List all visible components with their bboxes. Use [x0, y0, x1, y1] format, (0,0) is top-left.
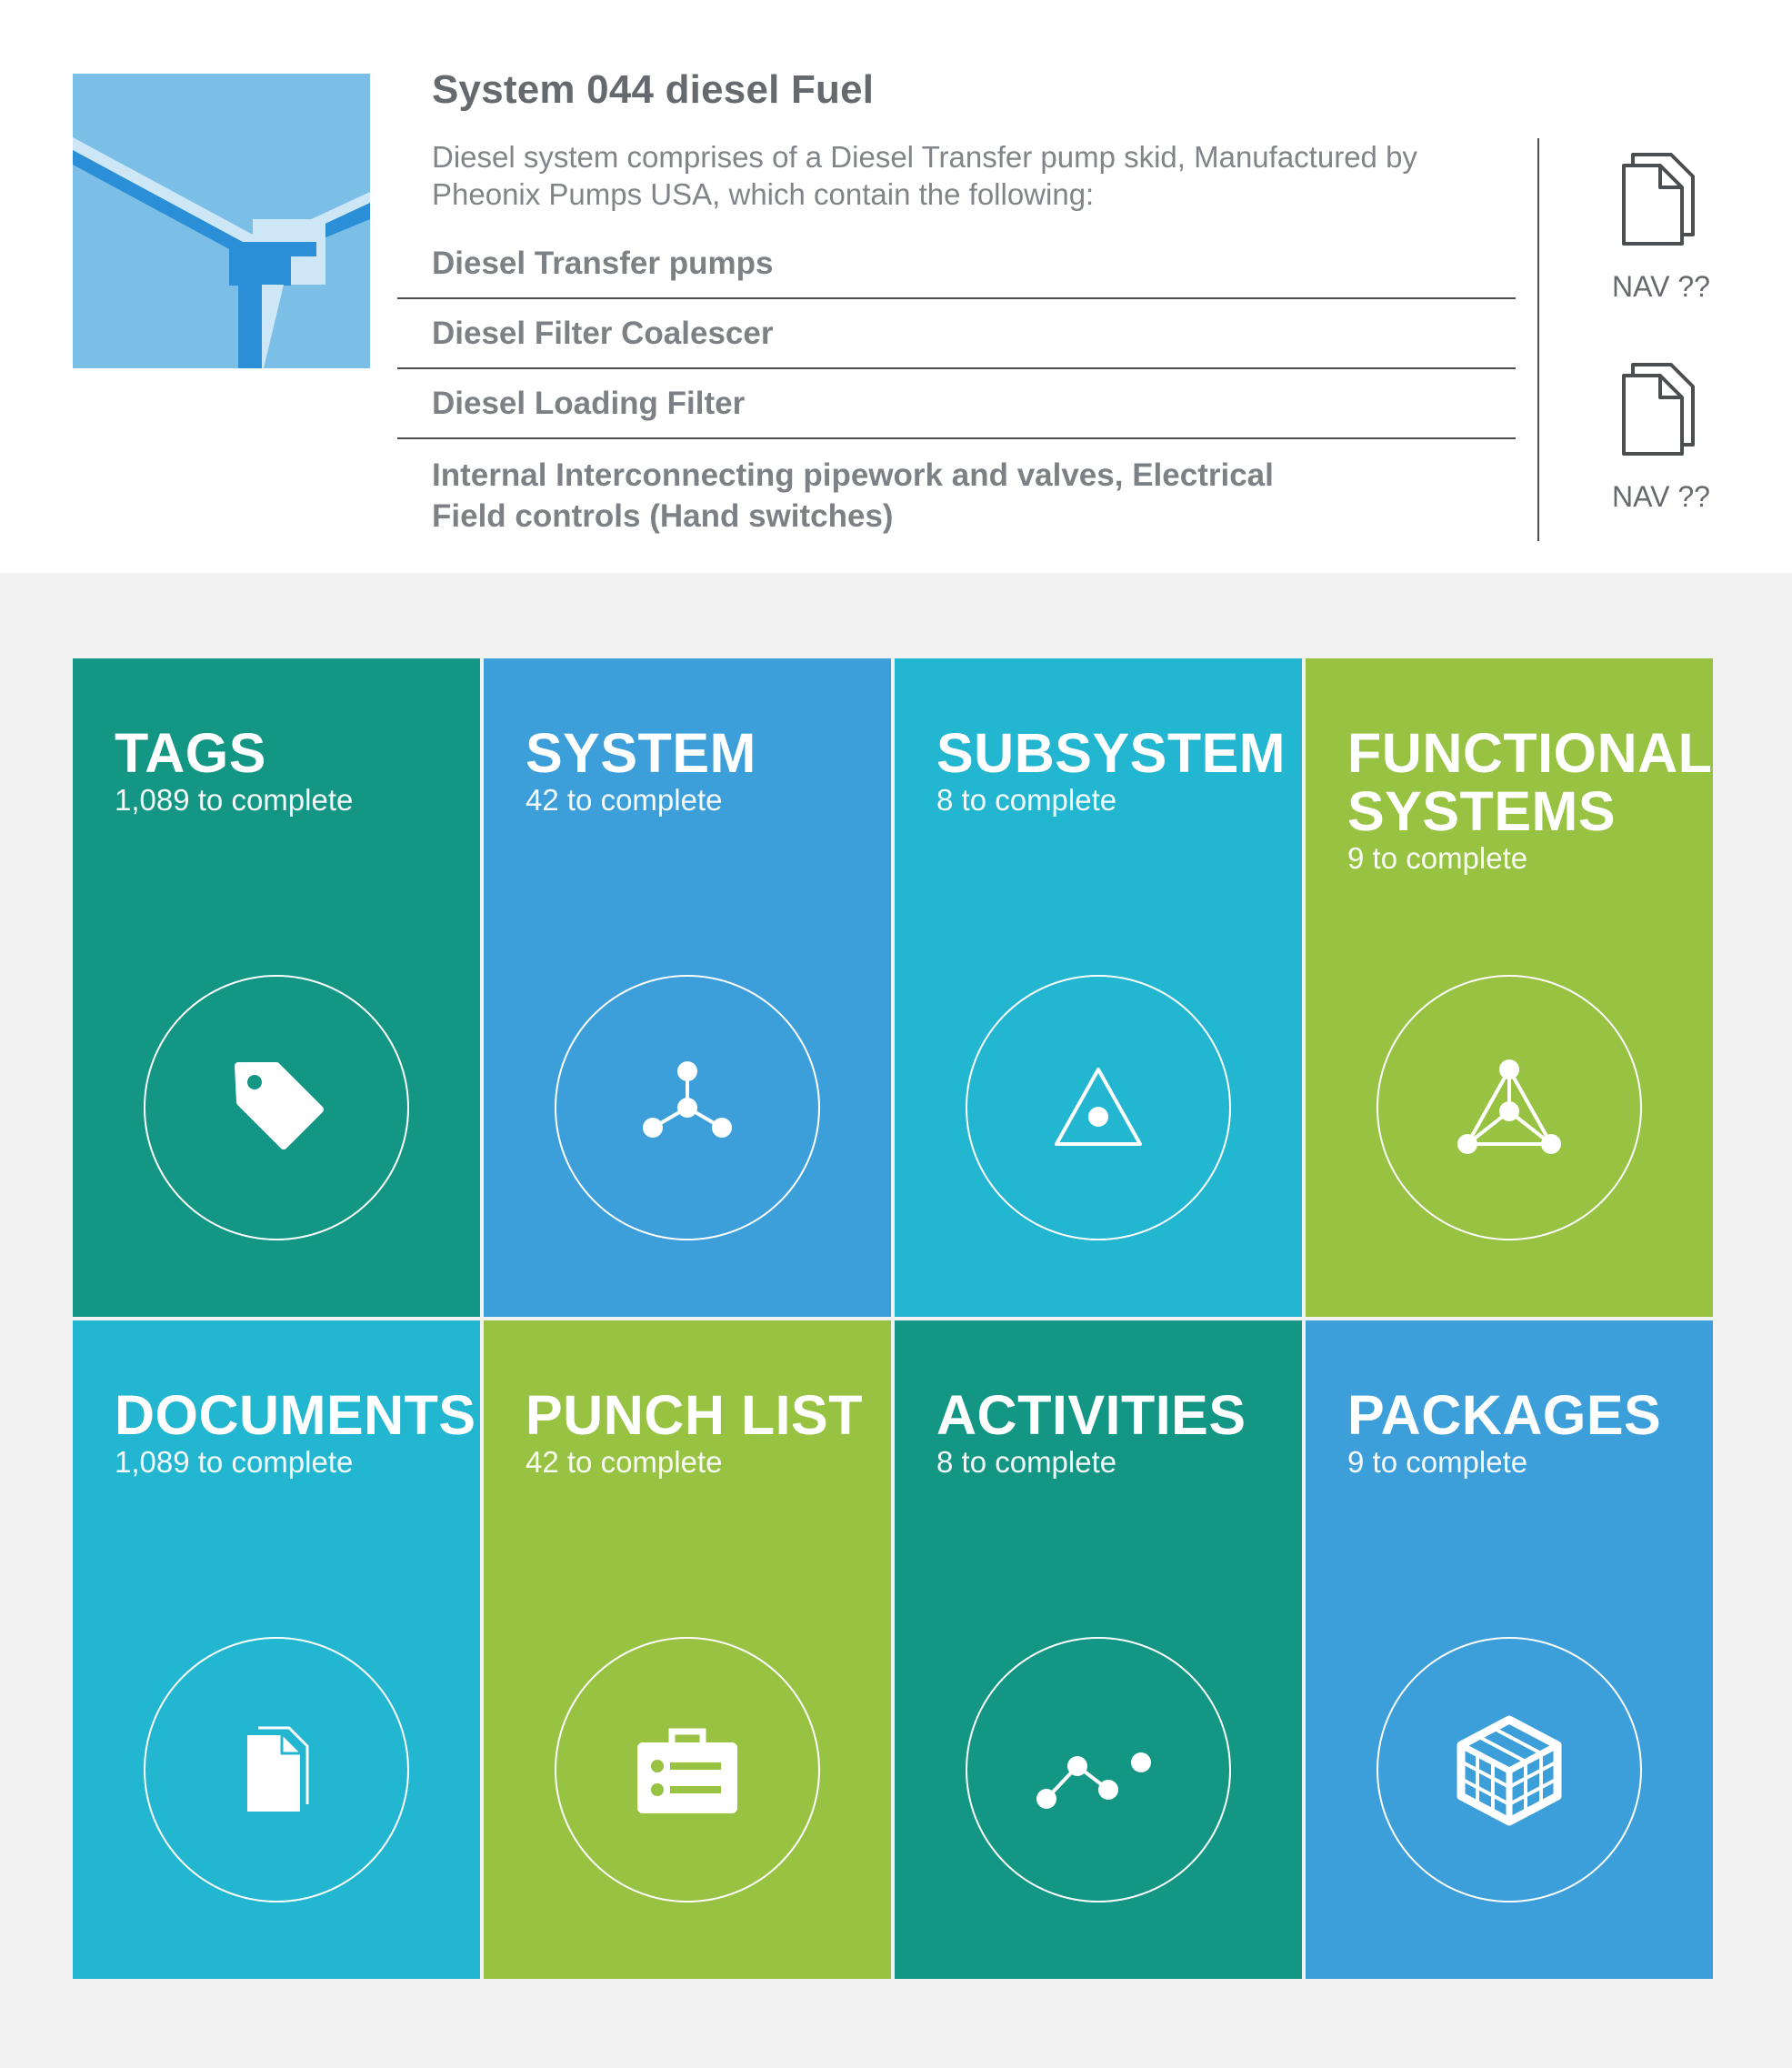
tile-icon-circle [1377, 1637, 1642, 1902]
tile-functional-systems[interactable] [1306, 658, 1713, 1317]
tile-icon-circle [966, 975, 1231, 1240]
divider [1537, 138, 1539, 541]
tile-count: 42 to complete [526, 783, 723, 817]
tile-icon-circle [966, 1637, 1231, 1902]
nav-link-2[interactable] [1588, 357, 1734, 514]
tile-icon-circle [1377, 975, 1642, 1240]
tile-icon-circle [555, 975, 820, 1240]
tile-title: SYSTEM [526, 722, 756, 784]
activity-graph-icon [1030, 1715, 1166, 1824]
tile-title: FUNCTIONAL SYSTEMS [1347, 722, 1713, 842]
tile-count: 42 to complete [526, 1445, 723, 1479]
tile-title: TAGS [115, 722, 266, 784]
tile-count: 9 to complete [1347, 1445, 1528, 1479]
tile-title: DOCUMENTS [115, 1384, 476, 1446]
tile-count: 8 to complete [936, 1445, 1117, 1479]
tile-subsystem[interactable] [895, 658, 1302, 1317]
list-item: Diesel Transfer pumps [397, 229, 1516, 299]
system-thumbnail [73, 74, 370, 368]
tile-title: PACKAGES [1347, 1384, 1662, 1446]
system-header [0, 0, 1792, 573]
list-item: Internal Interconnecting pipework and valves, Electrical Field controls (Hand switches) [432, 457, 1274, 534]
document-icon [1620, 357, 1702, 457]
module-tile-grid [73, 658, 1717, 1979]
tile-packages[interactable] [1306, 1320, 1713, 1979]
document-icon [1620, 147, 1702, 247]
tile-count: 1,089 to complete [115, 783, 354, 817]
tile-count: 1,089 to complete [115, 1445, 354, 1479]
network-icon [1455, 1053, 1564, 1162]
tile-title: ACTIVITIES [936, 1384, 1246, 1446]
tile-tags[interactable] [73, 658, 480, 1317]
tile-title: SUBSYSTEM [936, 722, 1286, 784]
tile-documents[interactable] [73, 1320, 480, 1979]
tile-count: 9 to complete [1347, 841, 1528, 875]
tile-activities[interactable] [895, 1320, 1302, 1979]
component-list [397, 229, 1516, 537]
tile-count: 8 to complete [936, 783, 1117, 817]
page-title: System 044 diesel Fuel [432, 67, 875, 112]
system-node-icon [633, 1053, 742, 1162]
package-cube-icon [1450, 1711, 1568, 1829]
tile-title: PUNCH LIST [526, 1384, 863, 1446]
system-illustration-icon [73, 74, 370, 368]
tile-icon-circle [144, 1637, 409, 1902]
system-description: Diesel system comprises of a Diesel Transfer pump skid, Manufactured by Pheonix Pumps USA, which contain the following: [432, 140, 1417, 211]
tile-system[interactable] [484, 658, 891, 1317]
nav-link-1[interactable] [1588, 147, 1734, 304]
nav-link-label: NAV ?? [1612, 480, 1710, 513]
list-item: Diesel Loading Filter [397, 369, 1516, 439]
tile-icon-circle [555, 1637, 820, 1902]
list-item: Diesel Filter Coalescer [397, 299, 1516, 369]
tile-icon-circle [144, 975, 409, 1240]
documents-icon [222, 1715, 331, 1824]
briefcase-list-icon [628, 1715, 746, 1824]
triangle-icon [1044, 1053, 1153, 1162]
tile-punch-list[interactable] [484, 1320, 891, 1979]
nav-link-label: NAV ?? [1612, 270, 1710, 303]
tag-icon [222, 1053, 331, 1162]
